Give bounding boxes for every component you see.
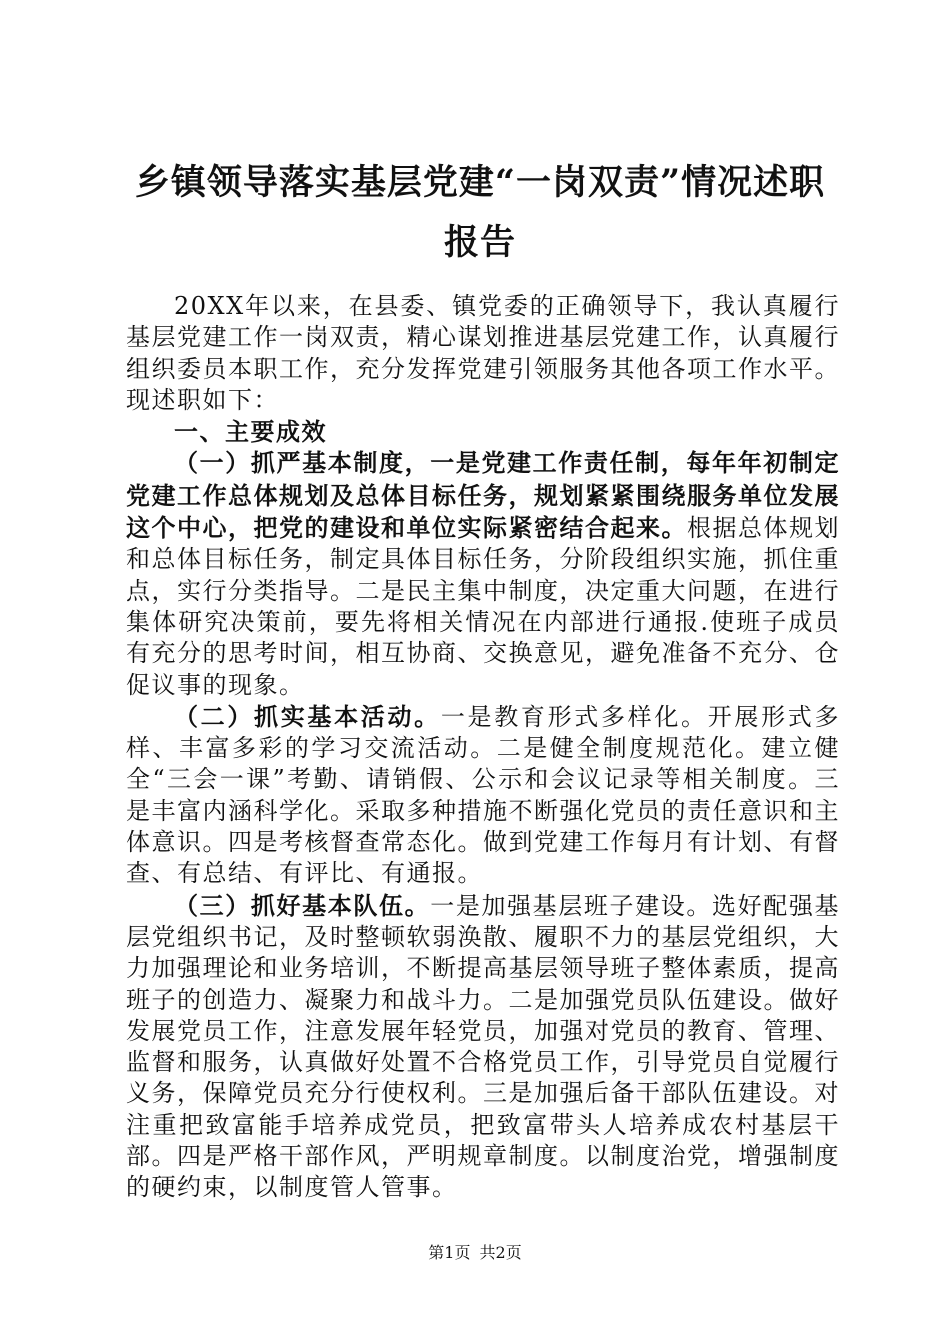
- item-1-lead: （一）抓严基本制度，一是党建工作责任制，每年年初制定党建工作总体规划及总体目标任务，规划紧紧围绕服务单位发展这个中心，把党的建设和单位实际紧密结合起来。: [126, 448, 840, 543]
- item-2-lead: （二）抓实基本活动。: [174, 701, 441, 731]
- item-3-lead: （三）抓好基本队伍。: [174, 890, 431, 920]
- paragraph-item-3: [126, 890, 840, 1204]
- intro-paragraph: 20XX年以来，在县委、镇党委的正确领导下，我认真履行基层党建工作一岗双责，精心谋划推进基层党建工作，认真履行组织委员本职工作，充分发挥党建引领服务其他各项工作水平。现述职如下：: [126, 292, 840, 414]
- section-heading: 一、主要成效: [174, 417, 327, 447]
- page-number: 第1页: [428, 1243, 471, 1262]
- paragraph-item-1: [126, 447, 840, 700]
- document-body: [126, 291, 840, 1204]
- item-3-text: 一是加强基层班子建设。选好配强基层党组织书记，及时整顿软弱涣散、履职不力的基层党组织，大力加强理论和业务培训，不断提高基层领导班子整体素质，提高班子的创造力、凝聚力和战斗力。二是加强党员队伍建设。做好发展党员工作，注意发展年轻党员，加强对党员的教育、管理、监督和服务，认真做好处置不合格党员工作，引导党员自觉履行义务，保障党员充分行使权利。三是加强后备干部队伍建设。对注重把致富能手培养成党员，把致富带头人培养成农村基层干部。四是严格干部作风，严明规章制度。以制度治党，增强制度的硬约束，以制度管人管事。: [126, 891, 841, 1202]
- document-title-line-2: 报告: [443, 222, 516, 263]
- item-2-text: 一是教育形式多样化。开展形式多样、丰富多彩的学习交流活动。二是健全制度规范化。建立健全“三会一课”考勤、请销假、公示和会议记录等相关制度。三是丰富内涵科学化。采取多种措施不断强化党员的责任意识和主体意识。四是考核督查常态化。做到党建工作每月有计划、有督查、有总结、有评比、有通报。: [126, 702, 840, 888]
- page-footer: [0, 1243, 950, 1263]
- document-title-line-1: 乡镇领导落实基层党建“一岗双责”情况述职: [134, 162, 826, 203]
- paragraph-item-2: [126, 701, 840, 890]
- item-1-text: 根据总体规划和总体目标任务，制定具体目标任务，分阶段组织实施，抓住重点，实行分类指导。二是民主集中制度，决定重大问题，在进行集体研究决策前，要先将相关情况在内部进行通报.使班子成员有充分的思考时间，相互协商、交换意见，避免准备不充分、仓促议事的现象。: [126, 514, 840, 699]
- page-total: 共2页: [479, 1243, 522, 1262]
